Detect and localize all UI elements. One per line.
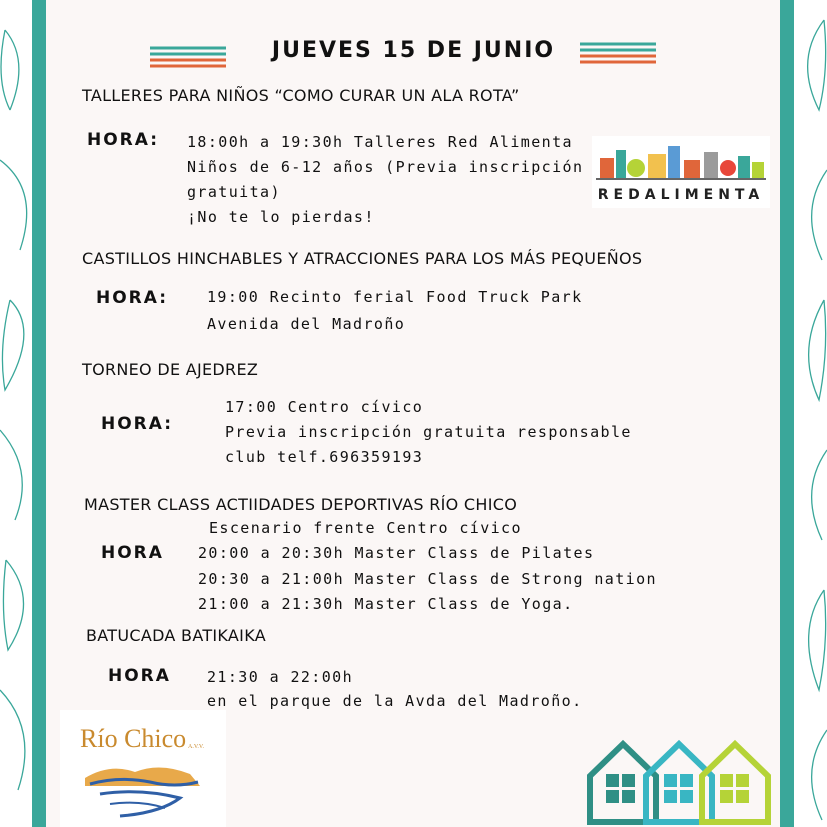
master-class-venue: Escenario frente Centro cívico xyxy=(209,519,522,537)
houses-logo-icon xyxy=(586,736,772,827)
section-heading-batucada: BATUCADA BATIKAIKA xyxy=(86,626,266,645)
rio-chico-avv: A.V.V. xyxy=(188,744,204,750)
leaf-pattern-right xyxy=(794,0,827,827)
hora-label-master-class: HORA xyxy=(101,543,164,563)
right-teal-bar xyxy=(780,0,794,827)
batucada-line-2: en el parque de la Avda del Madroño. xyxy=(207,692,583,710)
castillos-line-1: 19:00 Recinto ferial Food Truck Park xyxy=(207,288,583,306)
master-class-yoga: 21:00 a 21:30h Master Class de Yoga. xyxy=(198,595,574,613)
river-emblem-icon xyxy=(80,758,210,824)
left-teal-bar xyxy=(32,0,46,827)
talleres-line-3: gratuita) xyxy=(187,183,281,201)
ajedrez-line-3: club telf.696359193 xyxy=(225,448,424,466)
section-heading-castillos: CASTILLOS HINCHABLES Y ATRACCIONES PARA LOS MÁS PEQUEÑOS xyxy=(82,249,643,268)
page-title: JUEVES 15 DE JUNIO xyxy=(271,38,556,63)
rio-chico-logo xyxy=(60,710,226,827)
talleres-line-4: ¡No te lo pierdas! xyxy=(187,208,375,226)
hora-label-talleres: HORA: xyxy=(87,130,160,150)
ajedrez-line-1: 17:00 Centro cívico xyxy=(225,398,424,416)
section-heading-ajedrez: TORNEO DE AJEDREZ xyxy=(82,360,259,379)
talleres-line-1: 18:00h a 19:30h Talleres Red Alimenta xyxy=(187,133,573,151)
talleres-line-2: Niños de 6-12 años (Previa inscripción xyxy=(187,158,584,176)
batucada-line-1: 21:30 a 22:00h xyxy=(207,668,354,686)
hora-label-batucada: HORA xyxy=(108,666,171,686)
castillos-line-2: Avenida del Madroño xyxy=(207,315,406,333)
grocery-illustration-icon xyxy=(592,136,770,186)
redalimenta-wordmark: REDALIMENTA xyxy=(597,187,765,203)
rio-chico-wordmark: Río Chico xyxy=(80,724,187,753)
redalimenta-logo xyxy=(592,136,770,208)
master-class-strong: 20:30 a 21:00h Master Class de Strong nation xyxy=(198,570,657,588)
hora-label-ajedrez: HORA: xyxy=(101,414,174,434)
hora-label-castillos: HORA: xyxy=(96,288,169,308)
section-heading-talleres: TALLERES PARA NIÑOS “COMO CURAR UN ALA ROTA” xyxy=(82,86,520,105)
master-class-pilates: 20:00 a 20:30h Master Class de Pilates xyxy=(198,544,595,562)
section-heading-master-class: MASTER CLASS ACTIIDADES DEPORTIVAS RÍO CHICO xyxy=(84,495,518,514)
ajedrez-line-2: Previa inscripción gratuita responsable xyxy=(225,423,632,441)
